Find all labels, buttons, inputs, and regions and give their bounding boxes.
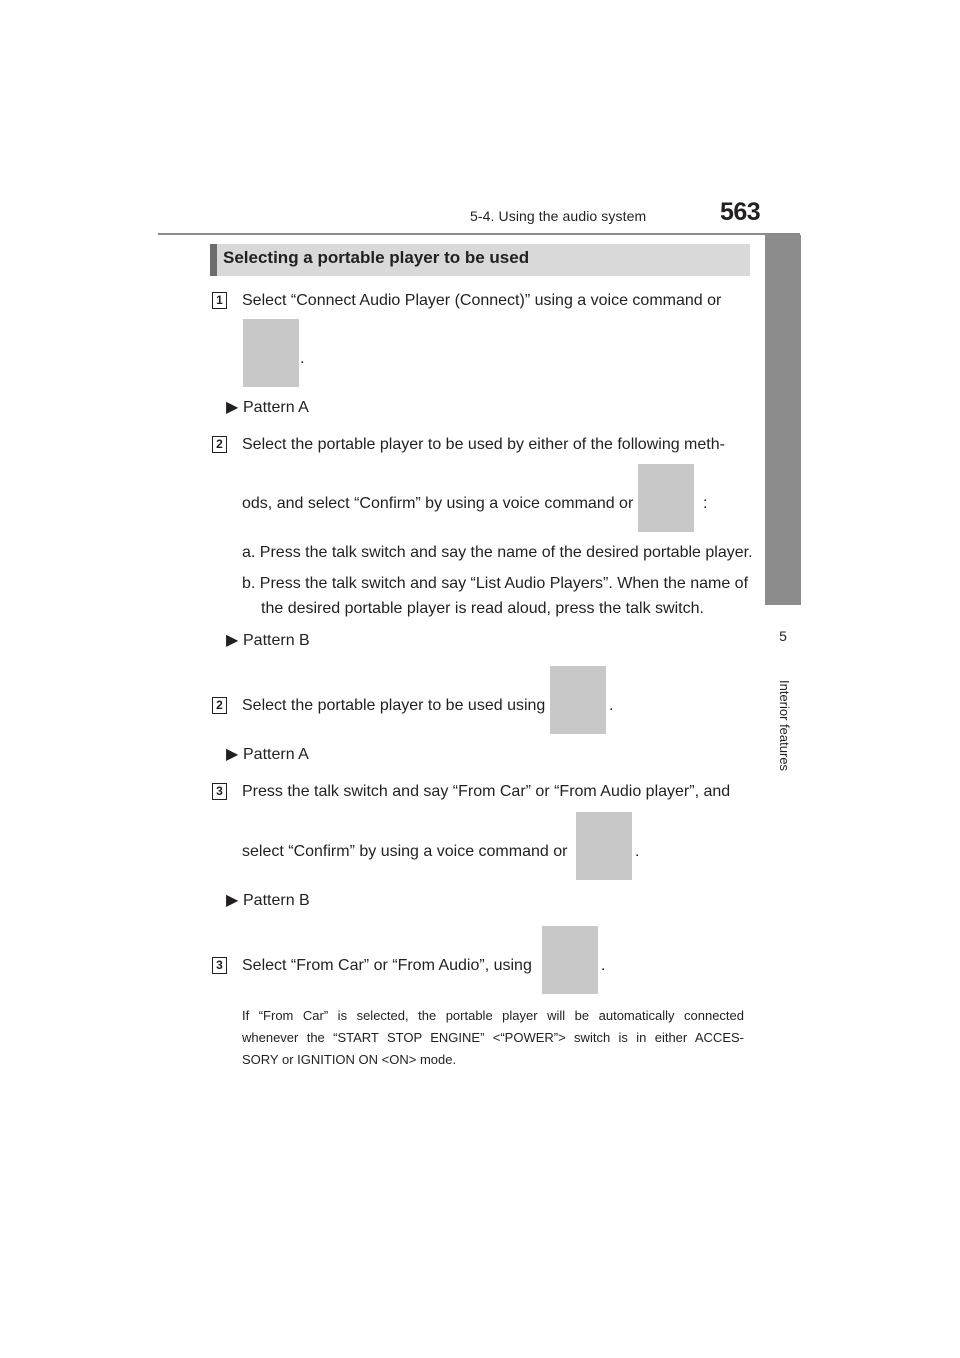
triangle-bullet-icon: ▶ (226, 399, 239, 416)
note-line-3: SORY or IGNITION ON <ON> mode. (242, 1052, 457, 1067)
section-title: 5-4. Using the audio system (470, 208, 647, 224)
button-image (550, 666, 606, 734)
chapter-tab (765, 235, 801, 605)
step-2a-line2: ods, and select “Confirm” by using a voice command or (242, 495, 634, 512)
step-2a-colon: : (703, 495, 708, 512)
chapter-number: 5 (779, 628, 787, 644)
triangle-bullet-icon: ▶ (226, 632, 239, 649)
button-image (243, 319, 299, 387)
step-3a-line2: select “Confirm” by using a voice command or (242, 843, 568, 860)
step-number-2: 2 (212, 697, 227, 714)
pattern-a-label: Pattern A (243, 399, 309, 416)
step-number-3: 3 (212, 957, 227, 974)
triangle-bullet-icon: ▶ (226, 746, 239, 763)
step-2a-line1: Select the portable player to be used by either of the following meth- (242, 436, 725, 453)
step-number-1: 1 (212, 292, 227, 309)
pattern-b-label: Pattern B (243, 632, 310, 649)
section-heading: Selecting a portable player to be used (223, 248, 530, 267)
header-rule (158, 233, 800, 235)
button-image (576, 812, 632, 880)
step-2a-option-b-cont: the desired portable player is read aloud, press the talk switch. (261, 600, 704, 617)
step-2a-option-b: b. Press the talk switch and say “List Audio Players”. When the name of (242, 575, 749, 592)
pattern-a-label: Pattern A (243, 746, 309, 763)
step-3b-text: Select “From Car” or “From Audio”, using (242, 957, 532, 974)
page-number: 563 (720, 198, 761, 226)
step-number-2: 2 (212, 436, 227, 453)
note-line-1: If “From Car” is selected, the portable player will be automatically connected (242, 1008, 744, 1023)
chapter-label: Interior features (777, 680, 792, 772)
step-2b-text: Select the portable player to be used using (242, 697, 546, 714)
triangle-bullet-icon: ▶ (226, 892, 239, 909)
step-number-3: 3 (212, 783, 227, 800)
step-1-text: Select “Connect Audio Player (Connect)” using a voice command or (242, 292, 722, 309)
step-2b-period: . (609, 697, 614, 714)
step-2a-option-a: a. Press the talk switch and say the name of the desired portable player. (242, 544, 753, 561)
step-3b-period: . (601, 957, 606, 974)
note-line-2: whenever the “START STOP ENGINE” <“POWER”> switch is in either ACCES- (242, 1030, 744, 1045)
button-image (638, 464, 694, 532)
button-image (542, 926, 598, 994)
step-3a-period: . (635, 843, 640, 860)
step-1-period: . (300, 350, 305, 367)
pattern-b-label: Pattern B (243, 892, 310, 909)
step-3a-line1: Press the talk switch and say “From Car” or “From Audio player”, and (242, 783, 731, 800)
